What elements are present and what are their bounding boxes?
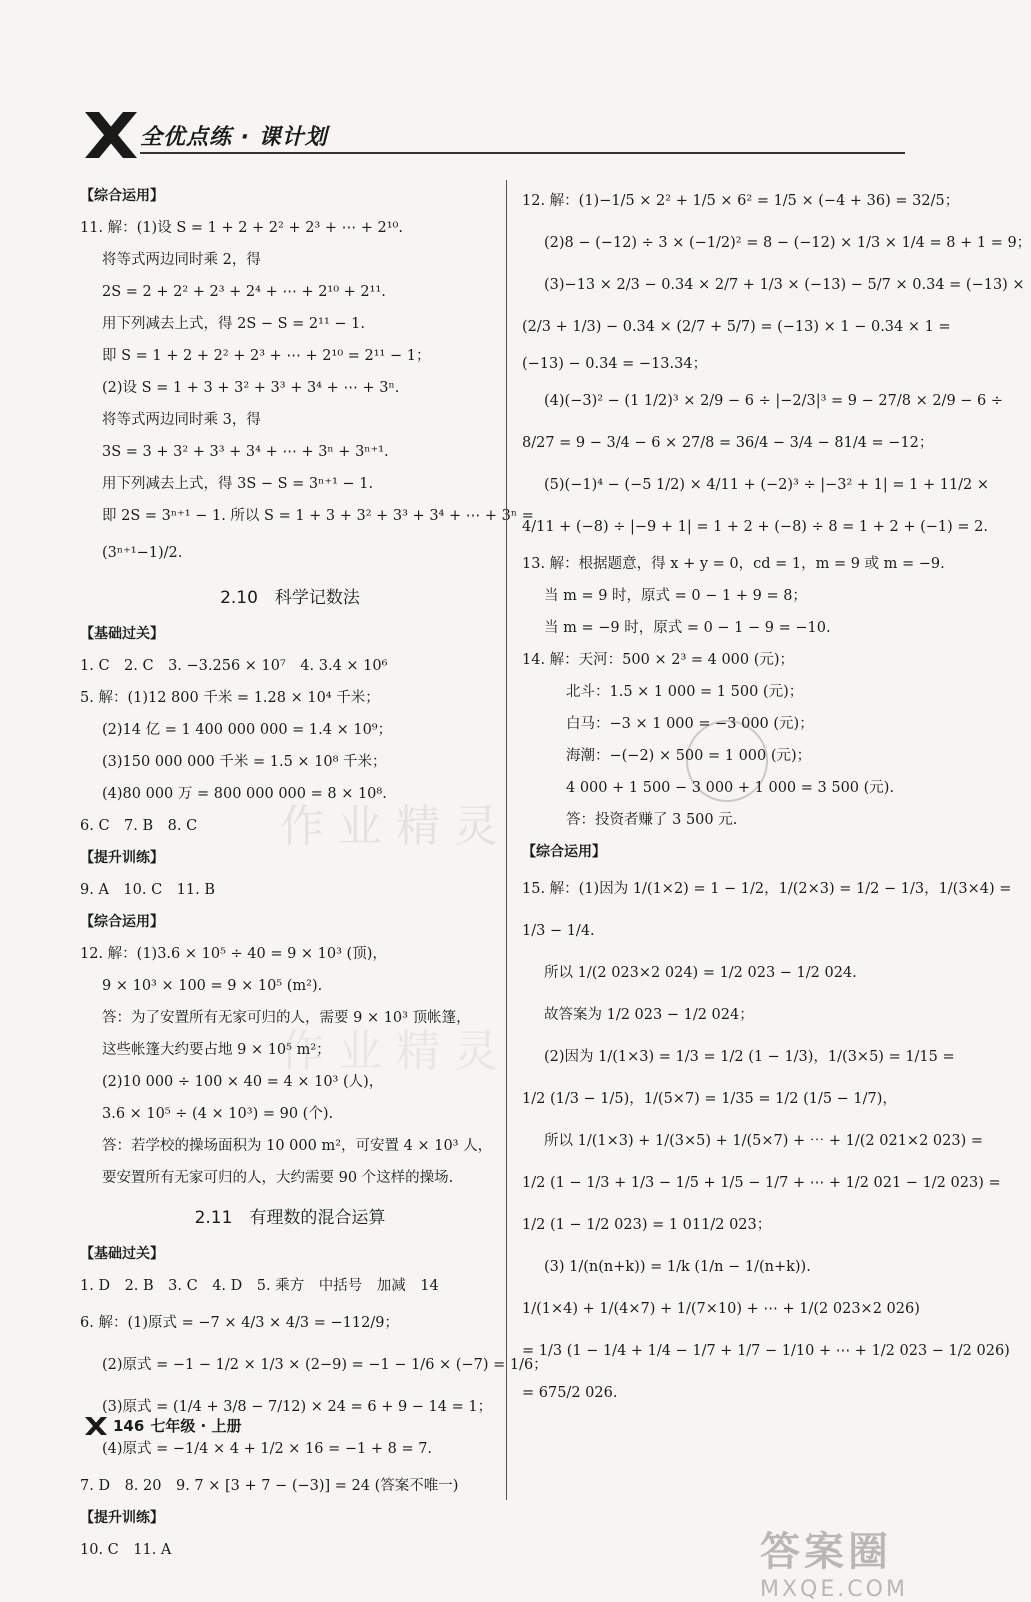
left-line: 【基础过关】	[80, 1246, 164, 1262]
right-line: 8/27 = 9 − 3/4 − 6 × 27/8 = 36/4 − 3/4 − 81/4 = −12；	[522, 435, 934, 451]
left-line: 7. D 8. 20 9. 7 × [3 + 7 − (−3)] = 24 (答案不唯一)	[80, 1478, 459, 1494]
left-line: (4)原式 = −1/4 × 4 + 1/2 × 16 = −1 + 8 = 7.	[102, 1441, 433, 1457]
right-line: 1/2 (1 − 1/2 023) = 1 011/2 023；	[522, 1217, 772, 1233]
left-column	[80, 180, 548, 1566]
left-line: 10. C 11. A	[80, 1542, 172, 1558]
header-rule	[140, 152, 905, 154]
watermark-text: 作业精灵	[280, 801, 512, 852]
right-line: 4/11 + (−8) ÷ |−9 + 1| = 1 + 2 + (−8) ÷ 8 = 1 + 2 + (−1) = 2.	[522, 519, 989, 535]
right-line: (−13) − 0.34 = −13.34；	[522, 356, 708, 372]
left-line: 12. 解：(1)3.6 × 10⁵ ÷ 40 = 9 × 10³ (顶)，	[80, 946, 387, 962]
left-line: 1. C 2. C 3. −3.256 × 10⁷ 4. 3.4 × 10⁶	[80, 658, 388, 674]
left-line: 3.6 × 10⁵ ÷ (4 × 10³) = 90 (个).	[102, 1106, 334, 1122]
left-line: 【提升训练】	[80, 850, 164, 866]
left-line: (3ⁿ⁺¹−1)/2.	[102, 545, 183, 561]
left-line: 将等式两边同时乘 2，得	[102, 252, 261, 268]
right-line: 12. 解：(1)−1/5 × 2² + 1/5 × 6² = 1/5 × (−4 + 36) = 32/5；	[522, 193, 960, 209]
left-line: (3)150 000 000 千米 = 1.5 × 10⁸ 千米；	[102, 754, 387, 770]
left-line: 9 × 10³ × 100 = 9 × 10⁵ (m²).	[102, 978, 323, 994]
brand-title: 全优点练 · 课计划	[140, 125, 328, 150]
left-line: 【提升训练】	[80, 1510, 164, 1526]
right-column	[522, 180, 1031, 1414]
grade-label: 七年级 · 上册	[150, 1417, 242, 1435]
left-line: 这些帐篷大约要占地 9 × 10⁵ m²；	[102, 1042, 331, 1058]
footer-x-icon	[85, 1417, 107, 1435]
right-line: (3)−13 × 2/3 − 0.34 × 2/7 + 1/3 × (−13) − 5/7 × 0.34 = (−13) ×	[544, 277, 1025, 293]
left-line: 11. 解：(1)设 S = 1 + 2 + 2² + 2³ + ⋯ + 2¹⁰.	[80, 220, 403, 236]
right-line: = 675/2 026.	[522, 1385, 618, 1401]
left-line: 将等式两边同时乘 3，得	[102, 412, 261, 428]
page-header	[85, 112, 905, 172]
left-line: 1. D 2. B 3. C 4. D 5. 乘方 中括号 加减 14	[80, 1278, 439, 1294]
left-line: 用下列减去上式，得 3S − S = 3ⁿ⁺¹ − 1.	[102, 476, 374, 492]
right-line: 当 m = 9 时，原式 = 0 − 1 + 9 = 8；	[544, 588, 807, 604]
left-line: (2)设 S = 1 + 3 + 3² + 3³ + 3⁴ + ⋯ + 3ⁿ.	[102, 380, 400, 396]
right-line: 15. 解：(1)因为 1/(1×2) = 1 − 1/2，1/(2×3) = 1/2 − 1/3，1/(3×4) =	[522, 881, 1012, 897]
right-line: 1/2 (1 − 1/3 + 1/3 − 1/5 + 1/5 − 1/7 + ⋯ + 1/2 021 − 1/2 023) =	[522, 1175, 1001, 1191]
left-line: 6. 解：(1)原式 = −7 × 4/3 × 4/3 = −112/9；	[80, 1315, 399, 1331]
left-line: 要安置所有无家可归的人，大约需要 90 个这样的操场.	[102, 1170, 454, 1186]
column-divider	[506, 180, 507, 1500]
page-number: 146	[113, 1416, 145, 1435]
right-line: (5)(−1)⁴ − (−5 1/2) × 4/11 + (−2)³ ÷ |−3² + 1| = 1 + 11/2 ×	[544, 477, 990, 493]
left-line: 【综合运用】	[80, 914, 164, 930]
right-line: 海潮：−(−2) × 500 = 1 000 (元)；	[566, 748, 812, 764]
right-line: (2)8 − (−12) ÷ 3 × (−1/2)² = 8 − (−12) × 1/3 × 1/4 = 8 + 1 = 9；	[544, 235, 1031, 251]
right-line: 北斗：1.5 × 1 000 = 1 500 (元)；	[566, 684, 804, 700]
right-line: (3) 1/(n(n+k)) = 1/k (1/n − 1/(n+k)).	[544, 1259, 811, 1275]
left-line: 6. C 7. B 8. C	[80, 818, 198, 834]
left-line: 即 S = 1 + 2 + 2² + 2³ + ⋯ + 2¹⁰ = 2¹¹ − 1；	[102, 348, 431, 364]
right-line: (2/3 + 1/3) − 0.34 × (2/7 + 5/7) = (−13) × 1 − 0.34 × 1 =	[522, 319, 951, 335]
corner-logo	[760, 1520, 908, 1602]
left-line: 9. A 10. C 11. B	[80, 882, 216, 898]
left-line: 【基础过关】	[80, 626, 164, 642]
right-line: 所以 1/(1×3) + 1/(3×5) + 1/(5×7) + ⋯ + 1/(2 021×2 023) =	[544, 1133, 984, 1149]
right-line: 【综合运用】	[522, 844, 606, 860]
corner-logo-en: MXQE.COM	[760, 1577, 908, 1602]
right-line: 故答案为 1/2 023 − 1/2 024；	[544, 1007, 754, 1023]
left-line: 答：若学校的操场面积为 10 000 m²，可安置 4 × 10³ 人，	[102, 1138, 493, 1154]
right-line: 1/2 (1/3 − 1/5)，1/(5×7) = 1/35 = 1/2 (1/5 − 1/7)，	[522, 1091, 897, 1107]
left-line: 5. 解：(1)12 800 千米 = 1.28 × 10⁴ 千米；	[80, 690, 380, 706]
right-line: 当 m = −9 时，原式 = 0 − 1 − 9 = −10.	[544, 620, 831, 636]
corner-logo-cn: 答案圈	[760, 1529, 892, 1575]
left-line: 2.11 有理数的混合运算	[194, 1208, 386, 1228]
left-line: 用下列减去上式，得 2S − S = 2¹¹ − 1.	[102, 316, 365, 332]
left-line: (2)原式 = −1 − 1/2 × 1/3 × (2−9) = −1 − 1/6 × (−7) = 1/6；	[102, 1357, 548, 1373]
left-line: (2)14 亿 = 1 400 000 000 = 1.4 × 10⁹；	[102, 722, 393, 738]
left-line: (3)原式 = (1/4 + 3/8 − 7/12) × 24 = 6 + 9 − 14 = 1；	[102, 1399, 493, 1415]
right-line: 答：投资者赚了 3 500 元.	[566, 812, 738, 828]
right-line: 13. 解：根据题意，得 x + y = 0，cd = 1，m = 9 或 m = −9.	[522, 556, 945, 572]
right-line: 4 000 + 1 500 − 3 000 + 1 000 = 3 500 (元).	[566, 780, 895, 796]
left-line: 2.10 科学记数法	[220, 588, 360, 608]
left-line: (4)80 000 万 = 800 000 000 = 8 × 10⁸.	[102, 786, 387, 802]
page-footer	[85, 1415, 241, 1436]
right-line: 1/(1×4) + 1/(4×7) + 1/(7×10) + ⋯ + 1/(2 023×2 026)	[522, 1301, 920, 1317]
right-line: 14. 解：天河：500 × 2³ = 4 000 (元)；	[522, 652, 795, 668]
left-line: 2S = 2 + 2² + 2³ + 2⁴ + ⋯ + 2¹⁰ + 2¹¹.	[102, 284, 386, 300]
left-line: 3S = 3 + 3² + 3³ + 3⁴ + ⋯ + 3ⁿ + 3ⁿ⁺¹.	[102, 444, 389, 460]
right-line: 所以 1/(2 023×2 024) = 1/2 023 − 1/2 024.	[544, 965, 857, 981]
right-line: 白马：−3 × 1 000 = −3 000 (元)；	[566, 716, 814, 732]
right-line: (4)(−3)² − (1 1/2)³ × 2/9 − 6 ÷ |−2/3|³ = 9 − 27/8 × 2/9 − 6 ÷	[544, 393, 1004, 409]
left-line: 【综合运用】	[80, 188, 164, 204]
brand-x-icon	[85, 112, 137, 158]
right-line: = 1/3 (1 − 1/4 + 1/4 − 1/7 + 1/7 − 1/10 + ⋯ + 1/2 023 − 1/2 026)	[522, 1343, 1010, 1359]
left-line: (2)10 000 ÷ 100 × 40 = 4 × 10³ (人)，	[102, 1074, 384, 1090]
right-line: 1/3 − 1/4.	[522, 923, 595, 939]
watermark-text-lower: 作业精灵	[280, 1026, 512, 1077]
left-line: 答：为了安置所有无家可归的人，需要 9 × 10³ 顶帐篷，	[102, 1010, 471, 1026]
right-line: (2)因为 1/(1×3) = 1/3 = 1/2 (1 − 1/3)，1/(3×5) = 1/15 =	[544, 1049, 955, 1065]
left-line: 即 2S = 3ⁿ⁺¹ − 1. 所以 S = 1 + 3 + 3² + 3³ + 3⁴ + ⋯ + 3ⁿ =	[102, 508, 534, 524]
